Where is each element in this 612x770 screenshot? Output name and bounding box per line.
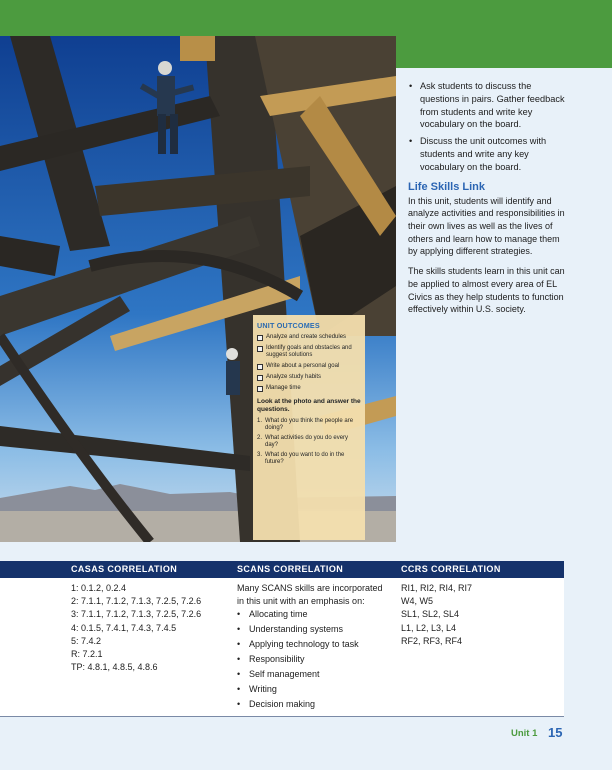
casas-line: 4: 0.1.5, 7.4.1, 7.4.3, 7.4.5 (71, 622, 177, 633)
outcome-item: Analyze study habits (257, 374, 361, 381)
unit-outcomes-box (253, 315, 365, 540)
casas-column (71, 582, 201, 674)
scans-intro: Many SCANS skills are incorporated (237, 583, 383, 593)
unit-label: Unit 1 (511, 728, 538, 739)
scans-item: • Writing (237, 682, 383, 697)
life-skills-paragraph: The skills students learn in this unit can be applied to almost every area of EL Civics as they help students to function effectively within U.S. society. (408, 266, 565, 315)
outcome-item: Manage time (257, 385, 361, 392)
scans-heading: SCANS CORRELATION (237, 564, 344, 574)
question-item: 1. What do you think the people are doing? (257, 418, 354, 431)
photo-prompt: Look at the photo and answer the questions. (257, 398, 361, 413)
casas-line: 2: 7.1.1, 7.1.2, 7.1.3, 7.2.5, 7.2.6 (71, 596, 202, 607)
casas-line: 5: 7.4.2 (71, 635, 102, 646)
casas-line: 3: 7.1.1, 7.1.2, 7.1.3, 7.2.5, 7.2.6 (71, 609, 202, 620)
casas-line: R: 7.2.1 (71, 649, 103, 660)
checkbox-icon (257, 375, 263, 381)
scans-intro: in this unit with an emphasis on: (237, 595, 365, 606)
scans-item: • Understanding systems (237, 622, 383, 637)
teacher-bullets (408, 80, 568, 174)
scans-item: • Decision making (237, 697, 383, 712)
teacher-bullet: • Ask students to discuss the questions in pairs. Gather feedback from students and write key vocabulary on the board. (408, 80, 568, 131)
ccrs-line: RF2, RF3, RF4 (401, 635, 463, 646)
life-skills-paragraph: In this unit, students will identify and analyze activities and responsibilities in their own lives as well as the lives of others and learn how to manage them by applying different strategies. (408, 195, 565, 257)
question-item: 2. What activities do you do every day? (257, 435, 349, 448)
question-item: 3. What do you want to do in the future? (257, 452, 345, 465)
outcome-item: Identify goals and obstacles and suggest solutions (257, 345, 361, 359)
page-number: 15 (548, 725, 563, 740)
checkbox-icon (257, 346, 263, 352)
scans-list (237, 607, 383, 712)
casas-heading: CASAS CORRELATION (71, 564, 178, 574)
ccrs-column (401, 582, 472, 648)
checkbox-icon (257, 335, 263, 341)
scans-item: • Applying technology to task (237, 637, 383, 652)
teacher-notes (408, 80, 568, 323)
casas-line: TP: 4.8.1, 4.8.5, 4.8.6 (71, 662, 158, 673)
casas-line: 1: 0.1.2, 0.2.4 (71, 583, 127, 593)
scans-item: • Responsibility (237, 652, 383, 667)
scans-item: • Allocating time (237, 607, 383, 622)
scans-column (237, 582, 383, 712)
outcome-item: Write about a personal goal (257, 363, 361, 370)
ccrs-line: SL1, SL2, SL4 (401, 609, 460, 620)
life-skills-heading: Life Skills Link (408, 180, 486, 193)
checkbox-icon (257, 364, 263, 370)
ccrs-line: L1, L2, L3, L4 (401, 622, 457, 633)
ccrs-line: W4, W5 (401, 596, 434, 607)
scans-item: • Self management (237, 667, 383, 682)
ccrs-line: RI1, RI2, RI4, RI7 (401, 583, 473, 593)
unit-outcomes-title: UNIT OUTCOMES (257, 321, 320, 330)
teacher-bullet: • Discuss the unit outcomes with students and write any key vocabulary on the board. (408, 135, 568, 173)
ccrs-heading: CCRS CORRELATION (401, 564, 501, 574)
checkbox-icon (257, 386, 263, 392)
outcome-item: Analyze and create schedules (257, 334, 361, 341)
